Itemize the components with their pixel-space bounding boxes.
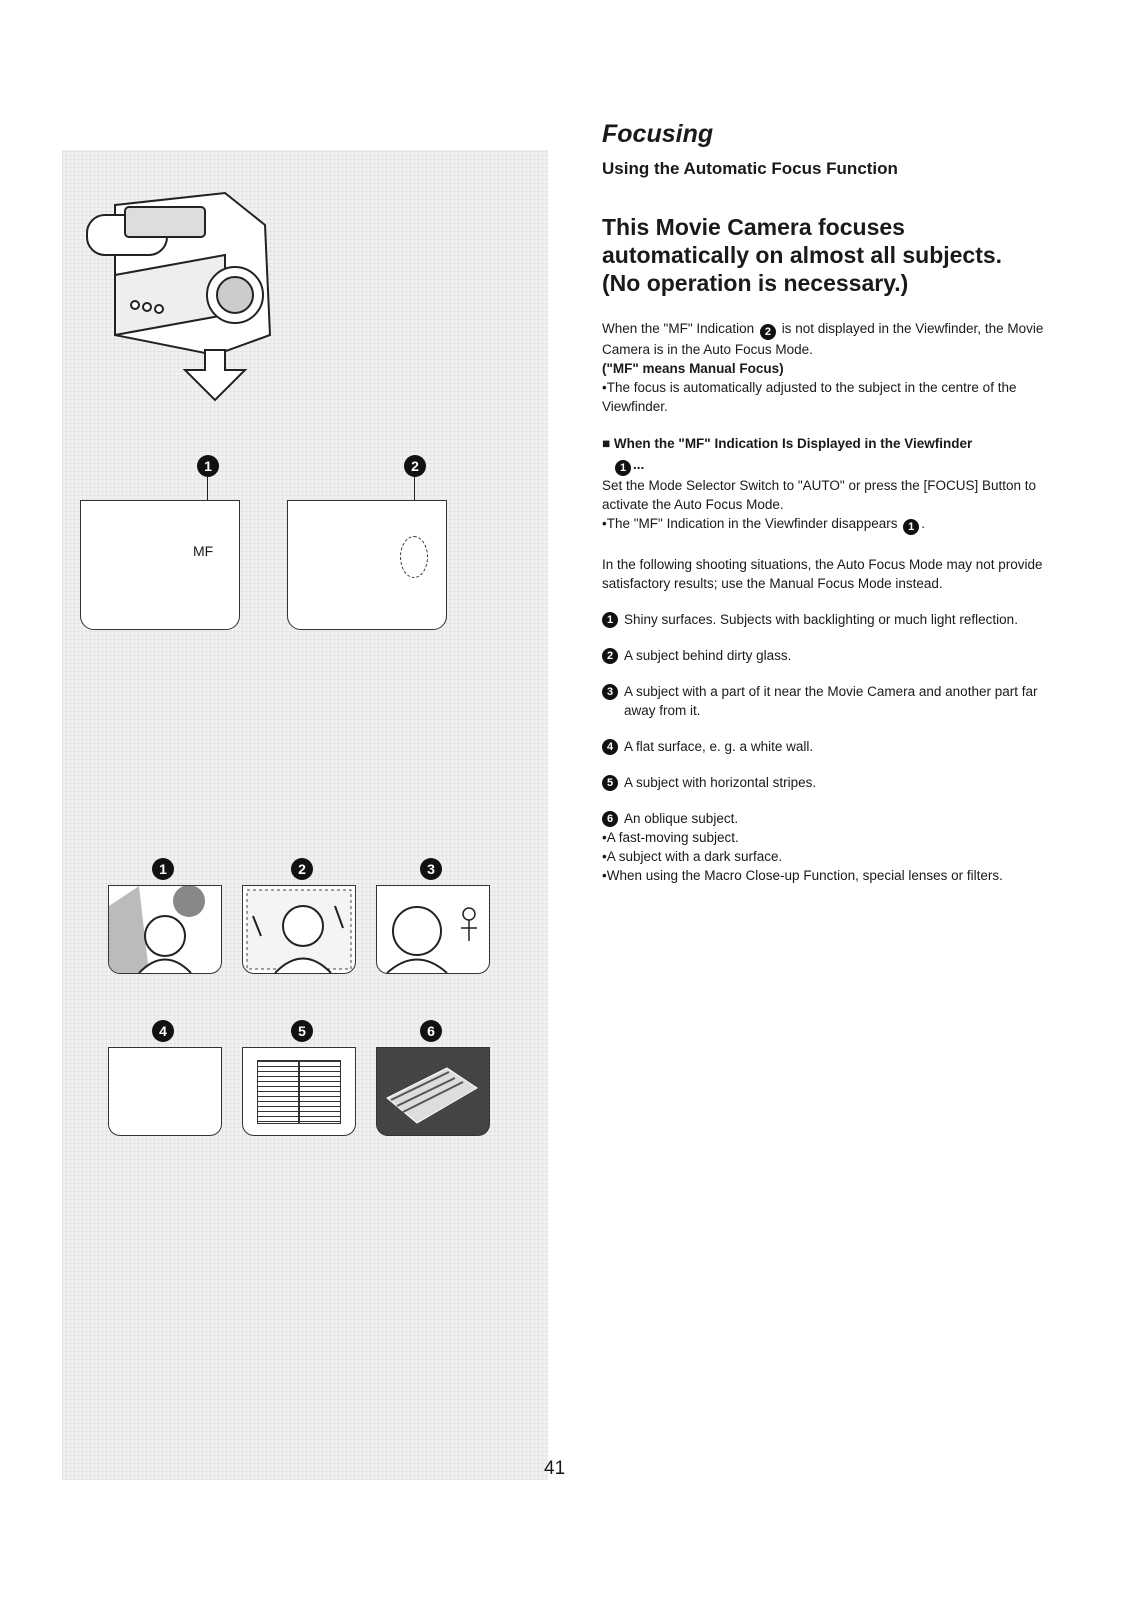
oblique-subject-drawing bbox=[377, 1048, 489, 1135]
shiny-subject-drawing bbox=[109, 886, 221, 973]
situation-number-icon: 3 bbox=[602, 684, 618, 700]
thumb-oblique-subject bbox=[376, 1047, 490, 1136]
intro-bullet: •The focus is automatically adjusted to the subject in the centre of the Viewfinder. bbox=[602, 380, 1017, 414]
extra-bullet-1: •A fast-moving subject. bbox=[602, 830, 739, 845]
square-bullet-icon: ■ bbox=[602, 436, 611, 451]
situation-text: A subject behind dirty glass. bbox=[624, 648, 792, 663]
glass-subject-drawing bbox=[243, 886, 355, 973]
extra-bullet-2: •A subject with a dark surface. bbox=[602, 849, 783, 864]
camera-illustration bbox=[75, 185, 295, 415]
thumb-number-2: 2 bbox=[291, 858, 313, 880]
callout-1: 1 bbox=[197, 455, 219, 477]
section-bullet-tail: . bbox=[921, 516, 925, 531]
thumb-number-5: 5 bbox=[291, 1020, 313, 1042]
page-subtitle: Using the Automatic Focus Function bbox=[602, 159, 898, 178]
extra-bullet-3: •When using the Macro Close-up Function, special lenses or filters. bbox=[602, 868, 1003, 883]
mf-note: ("MF" means Manual Focus) bbox=[602, 361, 784, 376]
section-bullet-ref-icon: 1 bbox=[903, 519, 919, 535]
page-title: Focusing bbox=[602, 120, 714, 148]
intro-text-a: When the "MF" Indication bbox=[602, 321, 755, 336]
section-heading-ref-icon: 1 bbox=[615, 460, 631, 476]
situation-text: A subject with a part of it near the Movie Camera and another part far away from it. bbox=[624, 684, 1038, 718]
thumb-dirty-glass bbox=[242, 885, 356, 974]
section-bullet-text: •The "MF" Indication in the Viewfinder disappears bbox=[602, 516, 898, 531]
situation-text: A flat surface, e. g. a white wall. bbox=[624, 739, 814, 754]
thumb-horizontal-stripes bbox=[242, 1047, 356, 1136]
thumb-flat-surface bbox=[108, 1047, 222, 1136]
thumb-number-6: 6 bbox=[420, 1020, 442, 1042]
headline-line-2: automatically on almost all subjects. bbox=[602, 242, 1003, 268]
intro-ref-icon: 2 bbox=[760, 324, 776, 340]
viewfinder-auto bbox=[287, 500, 447, 630]
thumb-number-4: 4 bbox=[152, 1020, 174, 1042]
section-body: Set the Mode Selector Switch to "AUTO" or press the [FOCUS] Button to activate the Auto Focus Mode. bbox=[602, 478, 1037, 512]
intro-text-b: is not displayed in the Viewfinder, the Movie Camera is in the Auto Focus Mode. bbox=[602, 321, 1044, 357]
thumb-number-1: 1 bbox=[152, 858, 174, 880]
situation-number-icon: 2 bbox=[602, 648, 618, 664]
situation-item-3 bbox=[602, 682, 1062, 720]
section-heading bbox=[602, 434, 1062, 476]
situation-number-icon: 4 bbox=[602, 739, 618, 755]
focus-circle-icon bbox=[400, 536, 428, 578]
thumb-shiny-surface bbox=[108, 885, 222, 974]
situation-text: Shiny surfaces. Subjects with backlighting or much light reflection. bbox=[624, 612, 1018, 627]
callout-2: 2 bbox=[404, 455, 426, 477]
situation-number-icon: 5 bbox=[602, 775, 618, 791]
situation-item-4 bbox=[602, 737, 1062, 756]
headline-line-1: This Movie Camera focuses bbox=[602, 214, 905, 240]
situations-intro: In the following shooting situations, the Auto Focus Mode may not provide satisfactory results; use the Manual Focus Mode instead. bbox=[602, 557, 1043, 591]
text-column bbox=[602, 120, 1062, 885]
situation-item-1 bbox=[602, 610, 1062, 629]
page-number: 41 bbox=[544, 1458, 566, 1479]
section-heading-tail: ... bbox=[633, 457, 645, 472]
situation-text: A subject with horizontal stripes. bbox=[624, 775, 817, 790]
situation-item-5 bbox=[602, 773, 1062, 792]
thumb-number-3: 3 bbox=[420, 858, 442, 880]
situation-text: An oblique subject. bbox=[624, 811, 739, 826]
section-heading-text: When the "MF" Indication Is Displayed in the Viewfinder bbox=[613, 436, 973, 451]
stripes-divider bbox=[298, 1060, 300, 1124]
headline-line-3: (No operation is necessary.) bbox=[602, 270, 909, 296]
section-bullet bbox=[602, 514, 1062, 535]
headline bbox=[602, 213, 1062, 297]
situation-item-2 bbox=[602, 646, 1062, 665]
mf-indicator: MF bbox=[193, 543, 214, 559]
thumb-near-far bbox=[376, 885, 490, 974]
situation-number-icon: 1 bbox=[602, 612, 618, 628]
situation-number-icon: 6 bbox=[602, 811, 618, 827]
intro-paragraph bbox=[602, 319, 1062, 359]
viewfinder-mf bbox=[80, 500, 240, 630]
situation-item-6 bbox=[602, 809, 1062, 828]
near-far-subject-drawing bbox=[377, 886, 489, 973]
